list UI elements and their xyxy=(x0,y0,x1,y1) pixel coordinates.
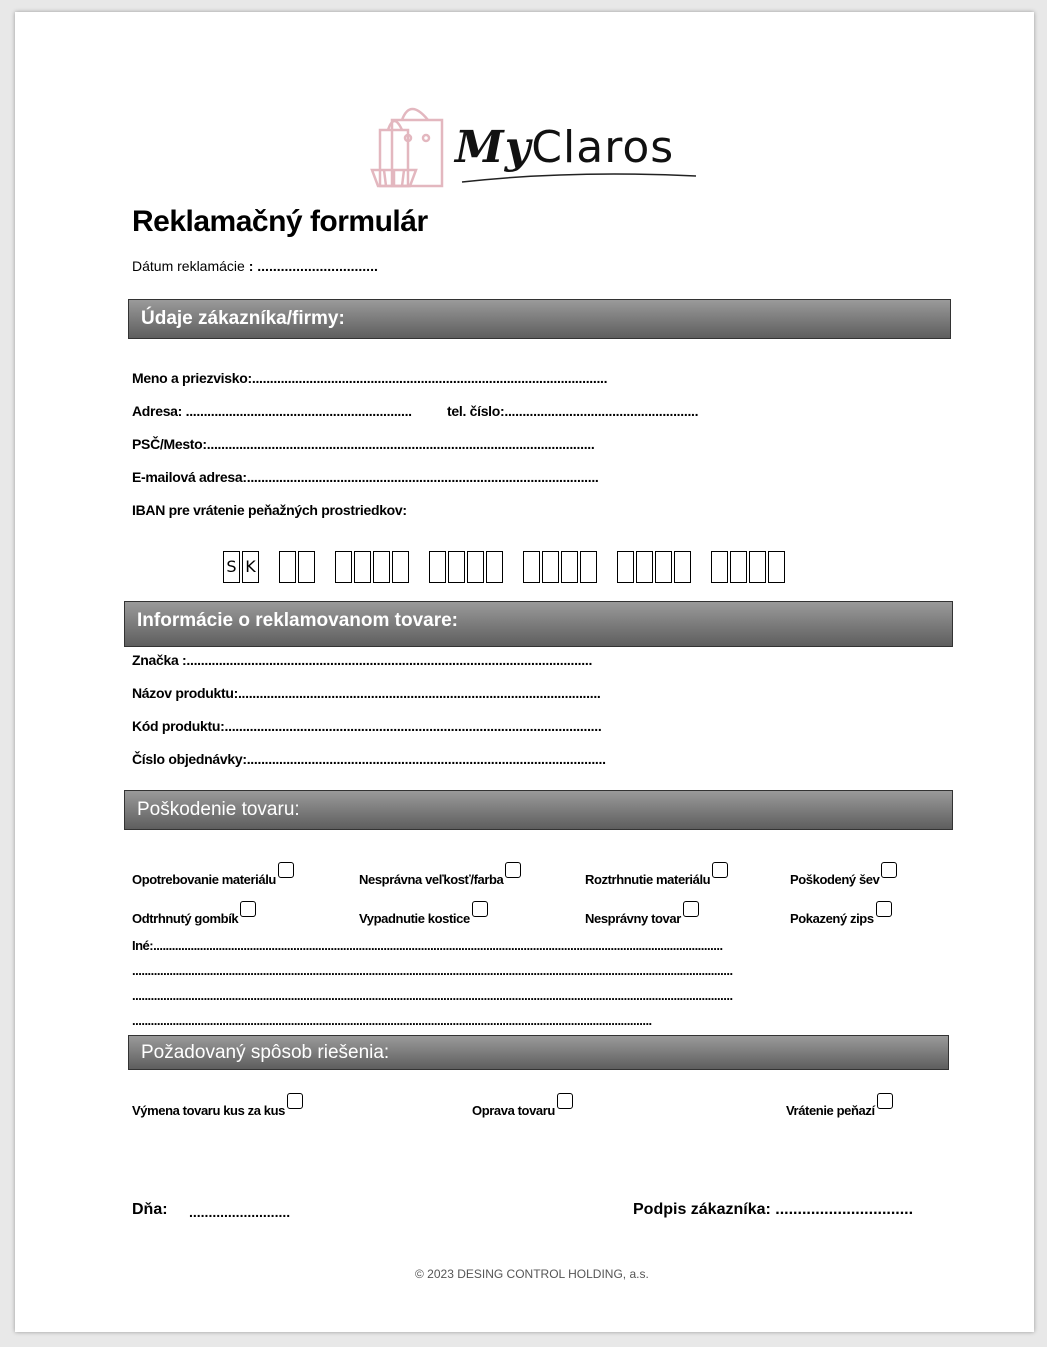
checkbox[interactable] xyxy=(472,901,488,917)
iban-box[interactable] xyxy=(749,551,766,583)
iban-box[interactable] xyxy=(392,551,409,583)
damage-option[interactable]: Nesprávny tovar xyxy=(585,901,699,926)
order-number-field[interactable]: Číslo objednávky:.................................................................................................... xyxy=(132,751,606,767)
damage-option[interactable]: Vypadnutie kostice xyxy=(359,901,488,926)
date-signed-label: Dňa: xyxy=(132,1201,168,1218)
logo-swoosh xyxy=(460,168,700,188)
iban-box[interactable] xyxy=(768,551,785,583)
iban-box[interactable] xyxy=(674,551,691,583)
iban-box[interactable] xyxy=(429,551,446,583)
damage-option[interactable]: Pokazený zips xyxy=(790,901,892,926)
checkbox[interactable] xyxy=(881,862,897,878)
iban-box[interactable] xyxy=(279,551,296,583)
shopping-bag-icon xyxy=(370,100,450,192)
checkbox[interactable] xyxy=(683,901,699,917)
iban-box[interactable] xyxy=(580,551,597,583)
damage-option[interactable]: Poškodený šev xyxy=(790,862,897,887)
iban-box[interactable] xyxy=(542,551,559,583)
iban-box[interactable] xyxy=(467,551,484,583)
damage-option[interactable]: Roztrhnutie materiálu xyxy=(585,862,728,887)
customer-section-header: Údaje zákazníka/firmy: xyxy=(128,299,951,339)
other-damage-line[interactable]: ................................................................................................................................................................................................. xyxy=(132,988,733,1003)
iban-box[interactable] xyxy=(354,551,371,583)
product-name-field[interactable]: Názov produktu:..................................................................................................... xyxy=(132,685,601,701)
product-section-header: Informácie o reklamovanom tovare: xyxy=(124,601,953,647)
city-field[interactable]: PSČ/Mesto:............................................................................................................ xyxy=(132,436,595,452)
product-code-field[interactable]: Kód produktu:......................................................................................................... xyxy=(132,718,602,734)
iban-box[interactable] xyxy=(448,551,465,583)
resolution-option[interactable]: Vrátenie peňazí xyxy=(786,1093,893,1118)
checkbox[interactable] xyxy=(287,1093,303,1109)
iban-box[interactable] xyxy=(373,551,390,583)
name-field[interactable]: Meno a priezvisko:................................................................................................... xyxy=(132,370,608,386)
checkbox[interactable] xyxy=(240,901,256,917)
iban-box[interactable] xyxy=(335,551,352,583)
date-label: Dátum reklamácie xyxy=(132,258,245,274)
resolution-option[interactable]: Výmena tovaru kus za kus xyxy=(132,1093,303,1118)
iban-box[interactable] xyxy=(561,551,578,583)
checkbox[interactable] xyxy=(505,862,521,878)
brand-field[interactable]: Značka :................................................................................................................. xyxy=(132,652,593,668)
checkbox[interactable] xyxy=(877,1093,893,1109)
iban-boxes[interactable] xyxy=(223,542,787,586)
iban-label: IBAN pre vrátenie peňažných prostriedkov: xyxy=(132,502,407,518)
brand-logo xyxy=(370,100,690,192)
other-damage-field[interactable]: Iné:....................................................................................................................................................................................... xyxy=(132,938,723,953)
iban-box[interactable] xyxy=(636,551,653,583)
other-damage-line[interactable]: ................................................................................................................................................................................................. xyxy=(132,963,733,978)
resolution-section-header: Požadovaný spôsob riešenia: xyxy=(128,1035,949,1070)
checkbox[interactable] xyxy=(712,862,728,878)
iban-box[interactable] xyxy=(655,551,672,583)
damage-option[interactable]: Odtrhnutý gombík xyxy=(132,901,256,926)
damage-option[interactable]: Opotrebovanie materiálu xyxy=(132,862,294,887)
other-damage-line[interactable]: ....................................................................................................................................................................... xyxy=(132,1013,652,1028)
checkbox[interactable] xyxy=(557,1093,573,1109)
iban-box[interactable] xyxy=(617,551,634,583)
iban-box[interactable]: S xyxy=(223,551,240,583)
resolution-option[interactable]: Oprava tovaru xyxy=(472,1093,573,1118)
damage-section-header: Poškodenie tovaru: xyxy=(124,790,953,830)
iban-box[interactable] xyxy=(730,551,747,583)
customer-signature-field[interactable]: Podpis zákazníka: ............................... xyxy=(633,1201,914,1218)
checkbox[interactable] xyxy=(278,862,294,878)
brand-wordmark: MyClaros xyxy=(455,122,675,173)
checkbox[interactable] xyxy=(876,901,892,917)
footer-copyright: © 2023 DESING CONTROL HOLDING, a.s. xyxy=(415,1267,649,1281)
iban-box[interactable] xyxy=(486,551,503,583)
iban-box[interactable] xyxy=(298,551,315,583)
email-field[interactable]: E-mailová adresa:.................................................................................................. xyxy=(132,469,599,485)
page-title: Reklamačný formulár xyxy=(132,205,428,238)
date-line xyxy=(132,258,378,274)
damage-option[interactable]: Nesprávna veľkosť/farba xyxy=(359,862,521,887)
form-page xyxy=(15,12,1034,1332)
iban-box[interactable] xyxy=(523,551,540,583)
iban-box[interactable]: K xyxy=(242,551,259,583)
address-field[interactable]: Adresa: ............................................................... xyxy=(132,403,412,419)
iban-box[interactable] xyxy=(711,551,728,583)
phone-field[interactable]: tel. číslo:...................................................... xyxy=(447,403,699,419)
date-value: : ............................... xyxy=(244,258,378,274)
date-signed-field[interactable]: .......................... xyxy=(189,1204,291,1220)
